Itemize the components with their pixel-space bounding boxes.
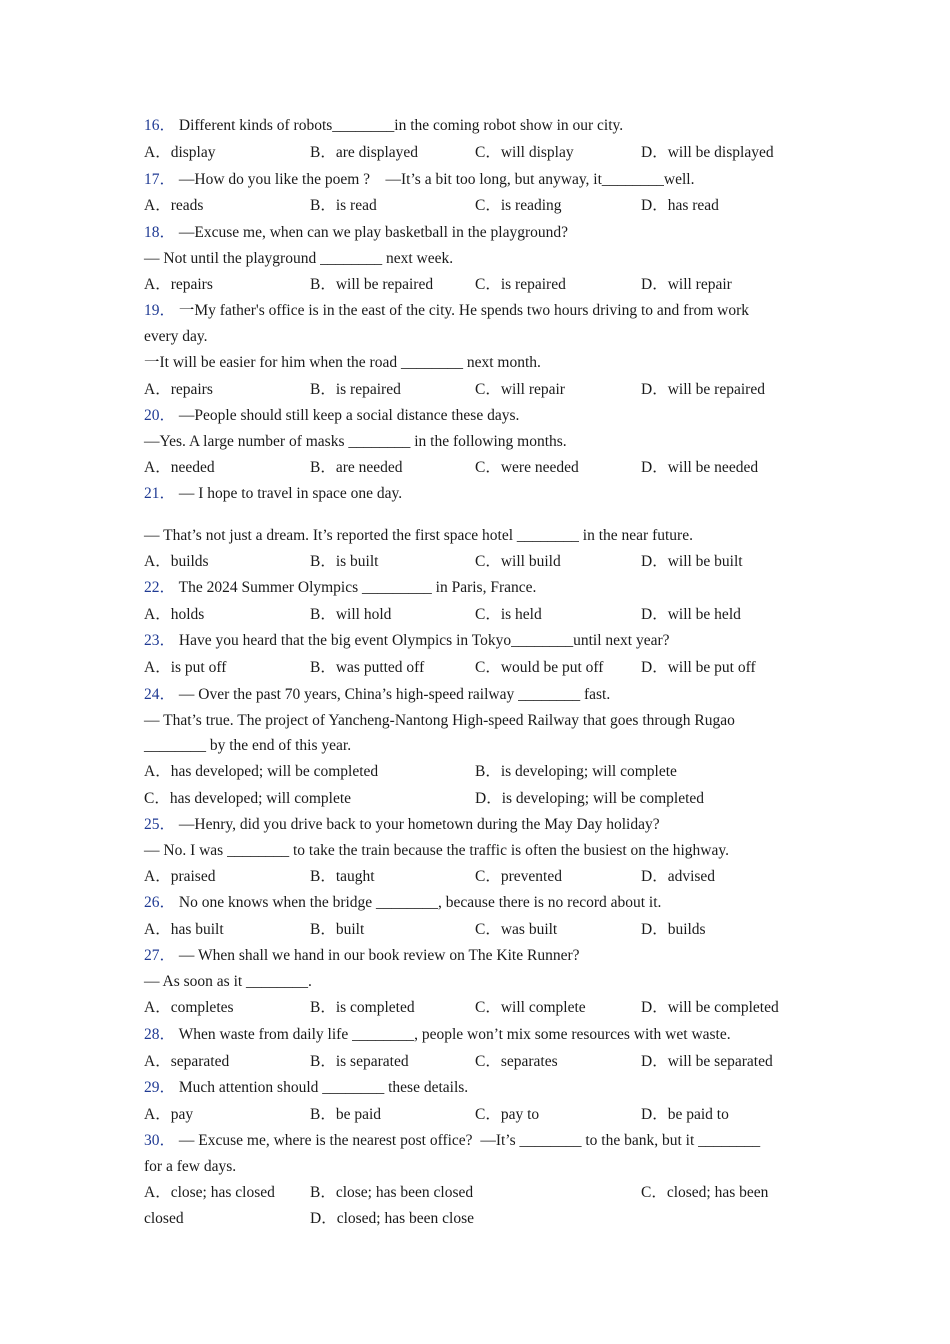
option-a[interactable]: A．praised	[144, 868, 216, 885]
option-b[interactable]: B．built	[310, 921, 365, 938]
question-26	[144, 893, 661, 913]
question-number: 22．	[144, 579, 176, 596]
option-d[interactable]: D．be paid to	[641, 1106, 729, 1123]
option-c[interactable]: C．was built	[475, 921, 558, 938]
question-number: 29．	[144, 1079, 176, 1096]
option-c[interactable]: C．has developed; will complete	[144, 790, 352, 807]
question-number: 17．	[144, 171, 176, 188]
question-stem: — When shall we hand in our book review on The Kite Runner?	[178, 947, 580, 964]
option-a[interactable]: A．builds	[144, 553, 209, 570]
question-stem: 一My father's office is in the east of the city. He spends two hours driving to and from work	[178, 302, 750, 319]
option-b[interactable]: B．is separated	[310, 1053, 409, 1070]
option-a[interactable]: A．display	[144, 144, 216, 161]
question-16	[144, 116, 623, 136]
option-c[interactable]: C．would be put off	[475, 659, 604, 676]
option-b[interactable]: B．is developing; will complete	[475, 763, 677, 780]
question-stem-line: — That’s not just a dream. It’s reported the first space hotel ________ in the near future.	[144, 527, 693, 544]
option-d[interactable]: D．will be repaired	[641, 381, 765, 398]
option-b[interactable]: B．is built	[310, 553, 379, 570]
option-b[interactable]: B．are needed	[310, 459, 403, 476]
option-a[interactable]: A．completes	[144, 999, 234, 1016]
option-d[interactable]: D．advised	[641, 868, 716, 885]
question-stem: When waste from daily life ________, people won’t mix some resources with wet waste.	[178, 1026, 731, 1043]
question-stem-line: ________ by the end of this year.	[144, 737, 352, 754]
question-number: 27．	[144, 947, 176, 964]
question-stem: —People should still keep a social distance these days.	[178, 407, 520, 424]
option-c[interactable]: C．is reading	[475, 197, 562, 214]
option-d[interactable]: D．will be displayed	[641, 144, 774, 161]
question-stem-line: every day.	[144, 328, 208, 345]
question-stem-line: 一It will be easier for him when the road ________ next month.	[144, 354, 541, 371]
option-d[interactable]: D．will be needed	[641, 459, 759, 476]
question-number: 26．	[144, 894, 176, 911]
option-a[interactable]: A．has built	[144, 921, 224, 938]
question-27	[144, 946, 580, 966]
question-29	[144, 1078, 468, 1098]
question-stem-line: — Not until the playground ________ next week.	[144, 250, 454, 267]
question-stem: No one knows when the bridge ________, because there is no record about it.	[178, 894, 662, 911]
option-a[interactable]: A．holds	[144, 606, 205, 623]
question-number: 30．	[144, 1132, 176, 1149]
question-stem-line: — That’s true. The project of Yancheng-Nantong High-speed Railway that goes through Rugao	[144, 712, 735, 729]
option-a[interactable]: A．needed	[144, 459, 215, 476]
option-b[interactable]: B．is completed	[310, 999, 415, 1016]
option-b[interactable]: B．was putted off	[310, 659, 425, 676]
option-b[interactable]: B．will hold	[310, 606, 392, 623]
option-b[interactable]: B．are displayed	[310, 144, 419, 161]
option-c[interactable]: C．pay to	[475, 1106, 540, 1123]
option-b[interactable]: B．be paid	[310, 1106, 382, 1123]
question-28	[144, 1025, 731, 1045]
question-25	[144, 815, 660, 835]
question-number: 16．	[144, 117, 176, 134]
option-c[interactable]: C．prevented	[475, 868, 562, 885]
option-a[interactable]: A．repairs	[144, 276, 213, 293]
option-b[interactable]: B．taught	[310, 868, 375, 885]
option-d[interactable]: D．builds	[641, 921, 706, 938]
question-stem: —Henry, did you drive back to your hometown during the May Day holiday?	[178, 816, 660, 833]
option-c[interactable]: C．is held	[475, 606, 542, 623]
question-stem-line: — No. I was ________ to take the train because the traffic is often the busiest on the highway.	[144, 842, 729, 859]
question-number: 24．	[144, 686, 176, 703]
option-d[interactable]: D．will be completed	[641, 999, 779, 1016]
question-stem: Have you heard that the big event Olympics in Tokyo________until next year?	[178, 632, 670, 649]
option-b[interactable]: B．is read	[310, 197, 377, 214]
question-24	[144, 685, 610, 705]
option-a[interactable]: A．is put off	[144, 659, 227, 676]
option-c[interactable]: C．separates	[475, 1053, 558, 1070]
option-d[interactable]: D．closed; has been close	[310, 1210, 474, 1227]
option-a[interactable]: A．close; has closed	[144, 1184, 275, 1201]
question-20	[144, 406, 519, 426]
question-stem: — Over the past 70 years, China’s high-speed railway ________ fast.	[178, 686, 611, 703]
option-b[interactable]: B．will be repaired	[310, 276, 434, 293]
question-21	[144, 484, 402, 504]
option-c[interactable]: C．closed; has been	[641, 1184, 769, 1201]
question-stem-line: —Yes. A large number of masks ________ in the following months.	[144, 433, 567, 450]
question-stem: —How do you like the poem ? —It’s a bit too long, but anyway, it________well.	[178, 171, 695, 188]
option-a[interactable]: A．repairs	[144, 381, 213, 398]
option-d[interactable]: D．will be built	[641, 553, 743, 570]
option-b[interactable]: B．close; has been closed	[310, 1184, 474, 1201]
option-b[interactable]: B．is repaired	[310, 381, 401, 398]
question-stem-line: — As soon as it ________.	[144, 973, 312, 990]
option-c-continued: closed	[144, 1210, 184, 1227]
question-number: 19．	[144, 302, 176, 319]
question-number: 23．	[144, 632, 176, 649]
question-number: 18．	[144, 224, 176, 241]
option-d[interactable]: D．will be put off	[641, 659, 756, 676]
option-d[interactable]: D．is developing; will be completed	[475, 790, 705, 807]
question-stem-line: for a few days.	[144, 1158, 237, 1175]
option-c[interactable]: C．will display	[475, 144, 574, 161]
option-c[interactable]: C．will complete	[475, 999, 586, 1016]
question-stem: —Excuse me, when can we play basketball in the playground?	[178, 224, 568, 241]
question-30	[144, 1131, 760, 1151]
question-22	[144, 578, 536, 598]
question-number: 20．	[144, 407, 176, 424]
question-23	[144, 631, 670, 651]
question-stem: — I hope to travel in space one day.	[178, 485, 403, 502]
question-17	[144, 170, 695, 190]
question-number: 28．	[144, 1026, 176, 1043]
question-number: 25．	[144, 816, 176, 833]
option-d[interactable]: D．will repair	[641, 276, 732, 293]
question-stem: The 2024 Summer Olympics _________ in Paris, France.	[178, 579, 537, 596]
option-c[interactable]: C．will build	[475, 553, 561, 570]
option-c[interactable]: C．were needed	[475, 459, 579, 476]
option-c[interactable]: C．is repaired	[475, 276, 566, 293]
question-stem: Different kinds of robots________in the coming robot show in our city.	[178, 117, 624, 134]
option-c[interactable]: C．will repair	[475, 381, 565, 398]
question-19	[144, 301, 749, 321]
option-a[interactable]: A．has developed; will be completed	[144, 763, 379, 780]
option-d[interactable]: D．will be separated	[641, 1053, 773, 1070]
question-18	[144, 223, 568, 243]
question-stem: — Excuse me, where is the nearest post office? —It’s ________ to the bank, but it ________	[178, 1132, 761, 1149]
option-a[interactable]: A．pay	[144, 1106, 194, 1123]
question-number: 21．	[144, 485, 176, 502]
question-stem: Much attention should ________ these details.	[178, 1079, 469, 1096]
option-a[interactable]: A．separated	[144, 1053, 230, 1070]
option-d[interactable]: D．has read	[641, 197, 719, 214]
option-a[interactable]: A．reads	[144, 197, 204, 214]
option-d[interactable]: D．will be held	[641, 606, 741, 623]
